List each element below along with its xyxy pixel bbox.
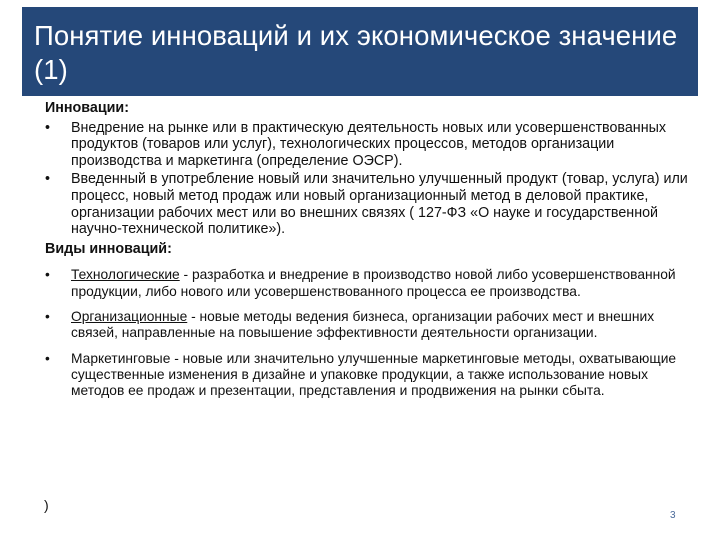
list-item-text: Введенный в употребление новый или значительно улучшенный продукт (товар, услуга) или процесс, новый метод продаж или новый организационный метод в деловой практике, организации рабочих мест или во внешних связях ( 127-ФЗ «О науке и государственной научно-технической политике»). (71, 171, 688, 238)
list-item (45, 171, 695, 237)
list-item-text: - новые или значительно улучшенные маркетинговые методы, охватывающие существенные изменения в дизайне и упаковке продукции, а также использование новых методов ее продаж и презентации, представления и продвижения на рынки сбыта. (71, 350, 677, 399)
bullet: • (45, 308, 50, 324)
term-link-technological[interactable]: Технологические (71, 267, 180, 283)
types-list (45, 267, 695, 399)
bullet: • (45, 267, 50, 283)
bullet: • (45, 171, 51, 188)
list-item-text: - разработка и внедрение в производство новой либо усовершенствованной продукции, либо нового или усовершенствованного процесса ее производства. (71, 267, 676, 299)
section-heading-types: Виды инноваций: (45, 240, 172, 257)
list-item (45, 351, 695, 400)
slide-content (45, 100, 695, 408)
footnote-mark: ) (44, 497, 49, 513)
title-bar (22, 7, 698, 96)
bullet: • (45, 119, 51, 136)
list-item-text: - новые методы ведения бизнеса, организации рабочих мест и внешних связей, направленные на повышение эффективности деятельности организации. (71, 308, 655, 341)
term-marketing: Маркетинговые (71, 350, 171, 366)
list-item-text: Внедрение на рынке или в практическую деятельность новых или усовершенствованных продуктов (товаров или услуг), технологических процессов, методов организации производства и маркетинга (определение ОЭСР). (71, 119, 667, 169)
list-item (45, 267, 695, 300)
page-number: 3 (670, 510, 676, 521)
term-link-organizational[interactable]: Организационные (71, 308, 188, 324)
slide-title: Понятие инноваций и их экономическое значение (1) (34, 20, 678, 85)
list-item (45, 309, 695, 342)
section-heading-innovations: Инновации: (45, 100, 129, 116)
bullet: • (45, 350, 50, 366)
list-item (45, 120, 695, 170)
